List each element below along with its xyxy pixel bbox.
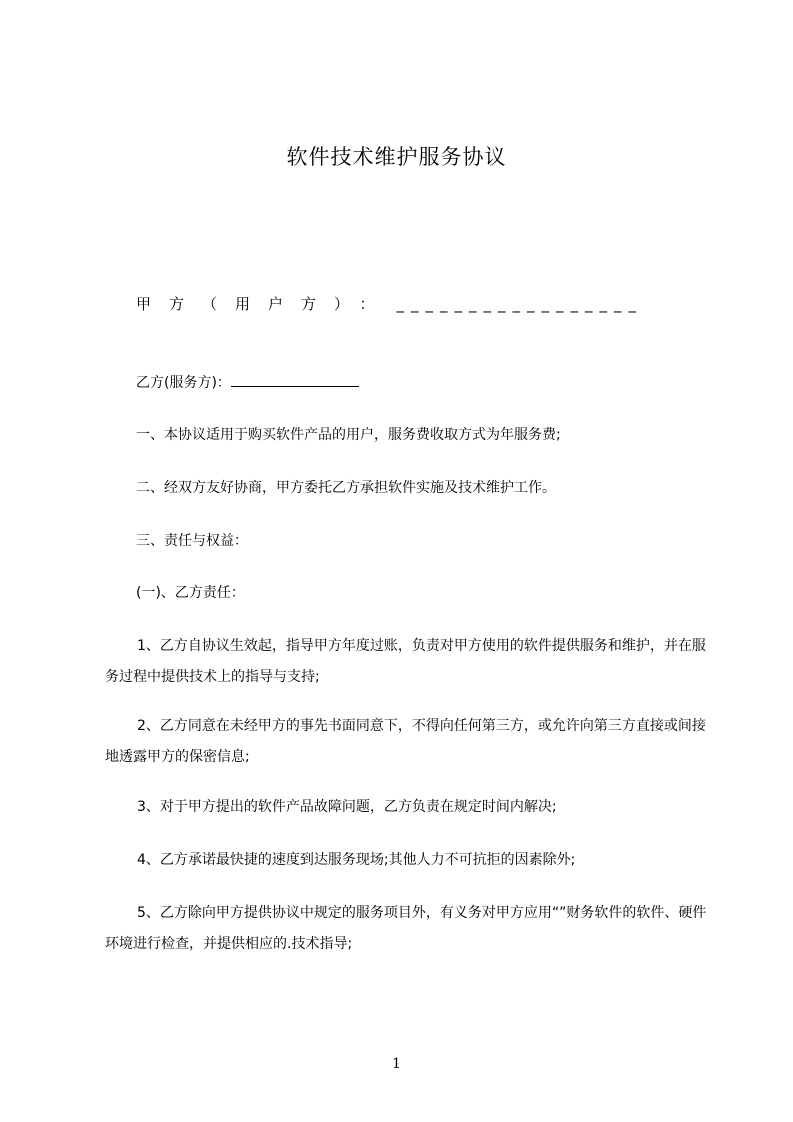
item-5: 5、乙方除向甲方提供协议中规定的服务项目外，有义务对甲方应用“”财务软件的软件、硬件环境进行检查，并提供相应的.技术指导;	[105, 905, 707, 952]
section-heading: (一)、乙方责任：	[136, 585, 245, 601]
item-1: 1、乙方自协议生效起，指导甲方年度过账，负责对甲方使用的软件提供服务和维护，并在服务过程中提供技术上的指导与支持;	[105, 638, 706, 685]
clause-3: 三、责任与权益：	[136, 533, 248, 549]
party-b-blank	[231, 372, 359, 387]
party-a-label: 甲方（用户方）：	[136, 295, 393, 313]
item-4: 4、乙方承诺最快捷的速度到达服务现场;其他人力不可抗拒的因素除外;	[137, 852, 576, 868]
clause-2: 二、经双方友好协商，甲方委托乙方承担软件实施及技术维护工作。	[136, 480, 556, 496]
party-a-line	[136, 293, 711, 314]
page-number: 1	[392, 1056, 401, 1072]
party-a-blank: _________________	[396, 295, 644, 313]
document-title: 软件技术维护服务协议	[286, 145, 507, 169]
clause-1: 一、本协议适用于购买软件产品的用户，服务费收取方式为年服务费;	[136, 427, 561, 443]
item-2: 2、乙方同意在未经甲方的事先书面同意下，不得向任何第三方，或允许向第三方直接或间接地透露甲方的保密信息;	[105, 718, 706, 765]
item-3: 3、对于甲方提出的软件产品故障问题，乙方负责在规定时间内解决;	[137, 799, 557, 815]
party-b-line	[136, 372, 359, 392]
party-b-label: 乙方(服务方)：	[136, 375, 231, 391]
